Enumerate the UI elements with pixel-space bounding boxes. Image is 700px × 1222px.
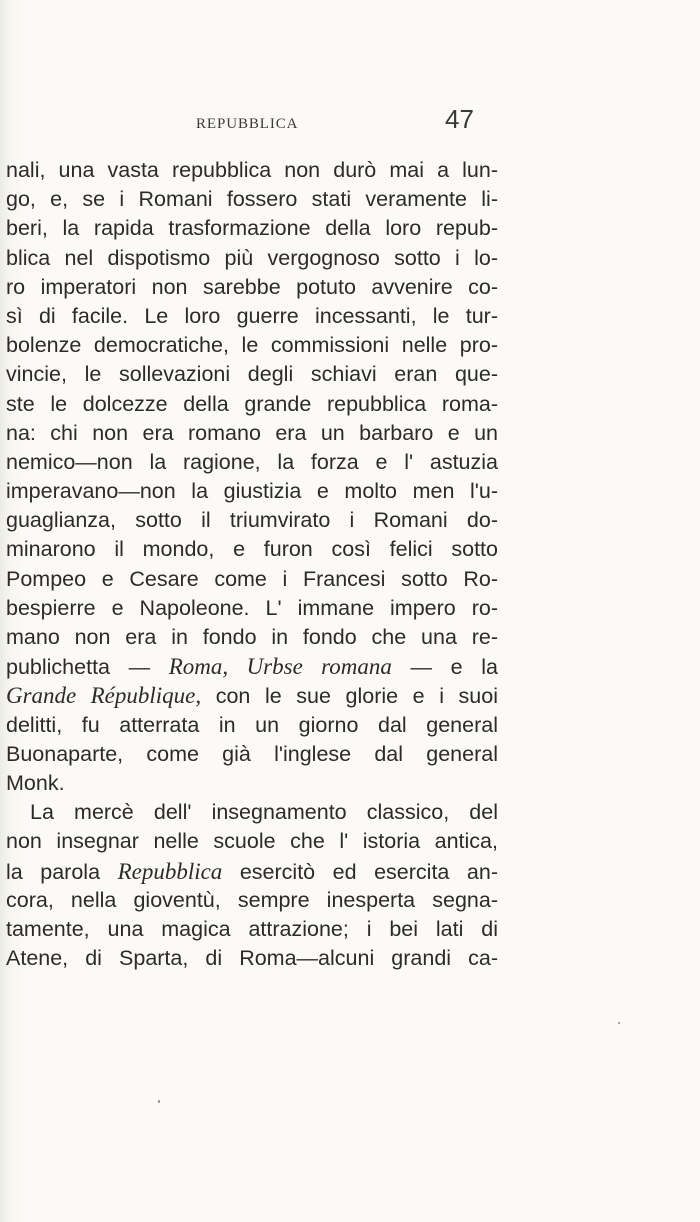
text-line: ste le dolcezze della grande repubblica roma- bbox=[6, 391, 498, 416]
running-title: REPUBBLICA bbox=[196, 116, 299, 132]
text-line: Monk. bbox=[6, 770, 65, 795]
paper-speck bbox=[158, 1100, 160, 1103]
text-line: cora, nella gioventù, sempre inesperta segna- bbox=[6, 887, 498, 912]
text-line: bolenze democratiche, le commissioni nelle pro- bbox=[6, 333, 498, 358]
text-line: Atene, di Sparta, di Roma—alcuni grandi ca- bbox=[6, 946, 498, 971]
text-segment: con le sue glorie e i suoi bbox=[201, 684, 498, 709]
italic-phrase: Grande République, bbox=[6, 683, 202, 709]
text-line: ro imperatori non sarebbe potuto avvenire co- bbox=[6, 274, 498, 299]
text-line: nali, una vasta repubblica non durò mai a lun- bbox=[6, 158, 498, 182]
body-text bbox=[6, 156, 498, 973]
italic-phrase: Repubblica bbox=[117, 858, 223, 884]
text-segment: publichetta — bbox=[6, 655, 169, 680]
text-line: non insegnar nelle scuole che l' istoria antica, bbox=[6, 829, 498, 854]
page-number: 47 bbox=[445, 104, 474, 134]
text-line: vincie, le sollevazioni degli schiavi eran que- bbox=[6, 362, 498, 387]
text-segment: esercitò ed esercita an- bbox=[222, 859, 498, 884]
text-line: nemico—non la ragione, la forza e l' astuzia bbox=[6, 449, 498, 474]
text-line: La mercè dell' insegnamento classico, del bbox=[30, 800, 498, 825]
text-line: imperavano—non la giustizia e molto men l'u- bbox=[6, 479, 498, 504]
text-line-with-italic bbox=[6, 652, 498, 681]
paper-speck bbox=[618, 1022, 620, 1024]
text-segment: la parola bbox=[6, 859, 118, 884]
text-line: bespierre e Napoleone. L' immane impero ro- bbox=[6, 595, 498, 620]
text-line: tamente, una magica attrazione; i bei lati di bbox=[6, 916, 498, 941]
text-segment: — e la bbox=[391, 655, 498, 680]
text-line: Pompeo e Cesare come i Francesi sotto Ro- bbox=[6, 566, 498, 591]
text-line: mano non era in fondo in fondo che una re- bbox=[6, 625, 498, 649]
running-head bbox=[0, 104, 700, 144]
text-line: sì di facile. Le loro guerre incessanti, le tur- bbox=[6, 303, 498, 328]
text-line: guaglianza, sotto il triumvirato i Romani do- bbox=[6, 508, 498, 533]
text-line-with-italic bbox=[6, 681, 498, 710]
text-line: beri, la rapida trasformazione della loro repub- bbox=[6, 216, 498, 241]
text-line-with-italic bbox=[6, 857, 498, 886]
text-line: blica nel dispotismo più vergognoso sotto i lo- bbox=[6, 245, 498, 270]
italic-phrase: Roma, Urbse romana bbox=[168, 654, 392, 680]
text-line: na: chi non era romano era un barbaro e un bbox=[6, 420, 498, 445]
text-line: Buonaparte, come già l'inglese dal general bbox=[6, 741, 498, 766]
text-line: minarono il mondo, e furon così felici sotto bbox=[6, 537, 498, 562]
text-line: go, e, se i Romani fossero stati veramente li- bbox=[6, 187, 498, 212]
text-line: delitti, fu atterrata in un giorno dal general bbox=[6, 712, 498, 737]
